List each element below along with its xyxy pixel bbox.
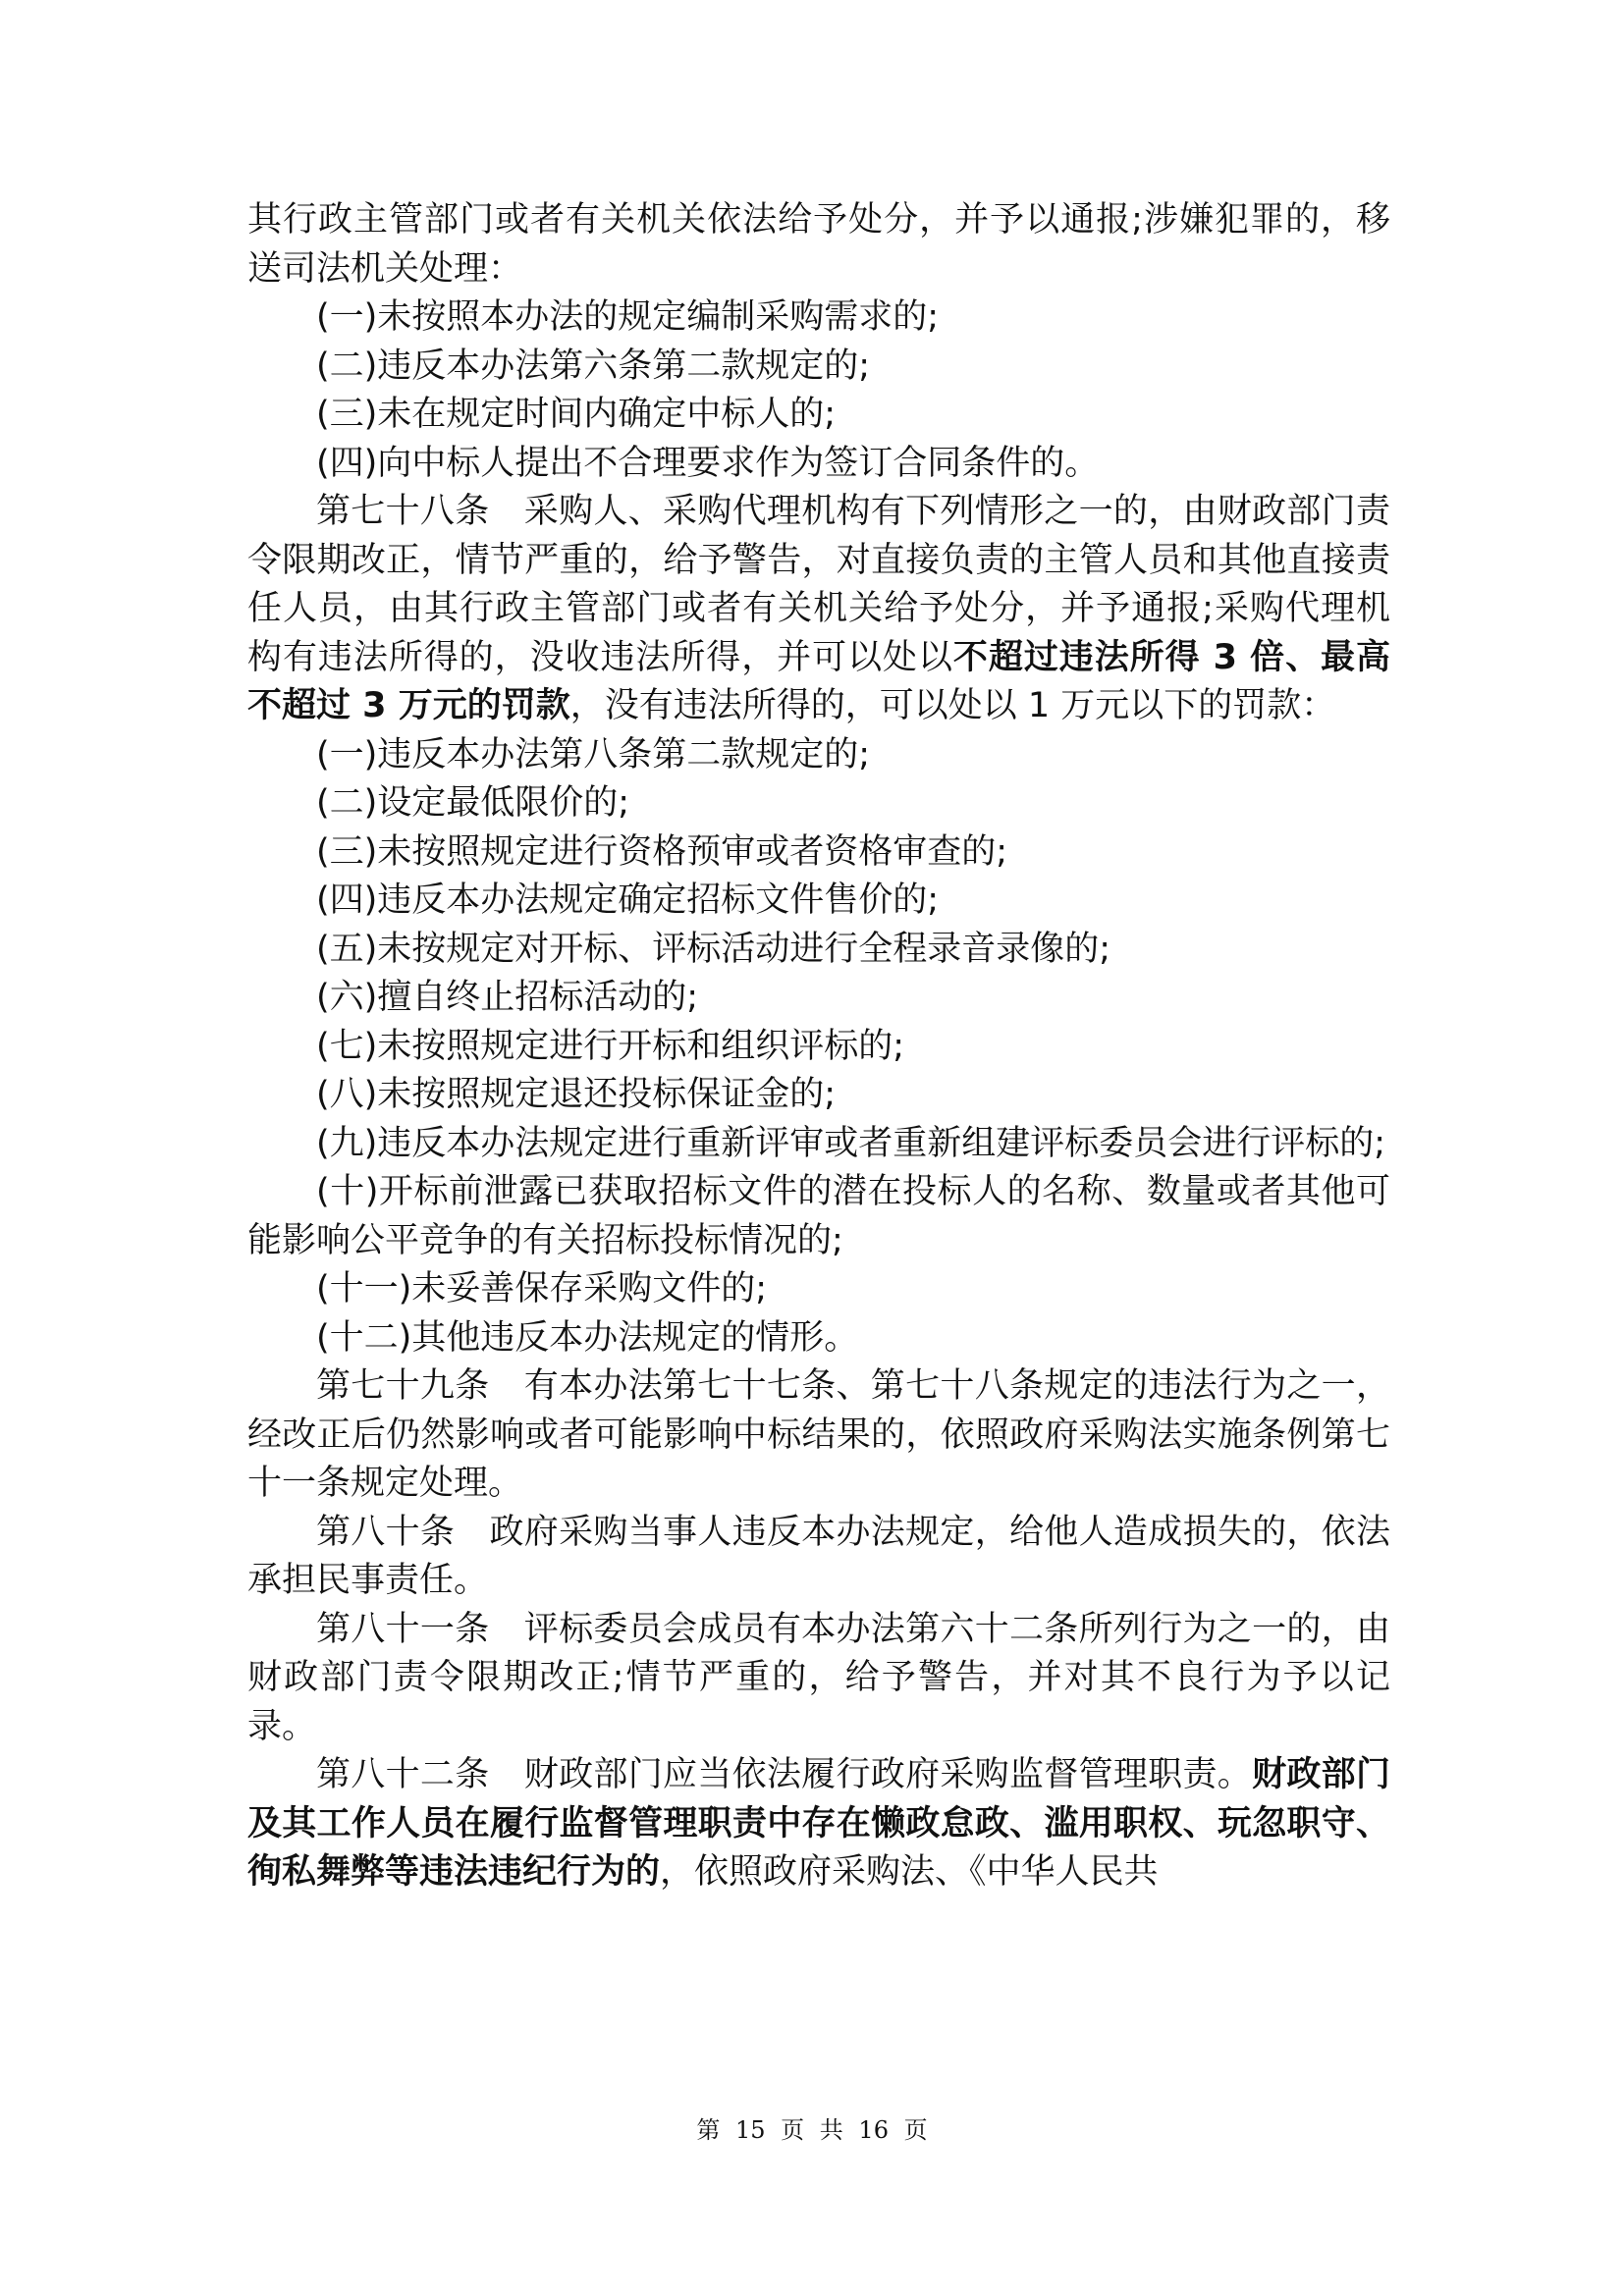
paragraph — [247, 1023, 1390, 1072]
text-run: ，依照政府采购法、《中华人民共 — [660, 1852, 1159, 1892]
text-run: (七)未按照规定进行开标和组织评标的; — [316, 1026, 905, 1066]
text-run: (六)擅自终止招标活动的; — [316, 978, 699, 1017]
text-run: 第八十一条 评标委员会成员有本办法第六十二条所列行为之一的，由财政部门责令限期改正;情节严重的，给予警告，并对其不良行为予以记录。 — [247, 1609, 1390, 1746]
text-run: (十二)其他违反本办法规定的情形。 — [316, 1317, 859, 1358]
paragraph — [247, 1751, 1390, 1897]
paragraph — [247, 1509, 1390, 1606]
text-run: 第七十八条 采购人、采购代理机构有下列情形之一的，由财政部门责令限期改正，情节严重的，给予警告，对直接负责的主管人员和其他直接责任人员，由其行政主管部门或者有关机关给予处分，并予通报;采购代理机构有违法所得的，没收违法所得，并可以处以 — [247, 492, 1390, 677]
paragraph — [247, 1265, 1390, 1314]
text-run: (二)违反本办法第六条第二款规定的; — [316, 346, 871, 386]
paragraph — [247, 1314, 1390, 1363]
paragraph — [247, 1071, 1390, 1120]
paragraph — [247, 196, 1390, 294]
text-run: (四)违反本办法规定确定招标文件售价的; — [316, 881, 940, 920]
text-run: (十一)未妥善保存采购文件的; — [316, 1269, 768, 1308]
paragraph — [247, 1362, 1390, 1509]
text-run: (九)违反本办法规定进行重新评审或者重新组建评标委员会进行评标的; — [316, 1123, 1386, 1163]
paragraph — [247, 1606, 1390, 1752]
text-run: (十)开标前泄露已获取招标文件的潜在投标人的名称、数量或者其他可能影响公平竞争的有关招标投标情况的; — [247, 1172, 1390, 1260]
paragraph — [247, 391, 1390, 440]
paragraph — [247, 828, 1390, 878]
text-run: (五)未按规定对开标、评标活动进行全程录音录像的; — [316, 929, 1111, 969]
paragraph — [247, 926, 1390, 975]
paragraph — [247, 294, 1390, 343]
text-run: 第七十九条 有本办法第七十七条、第七十八条规定的违法行为之一，经改正后仍然影响或者可能影响中标结果的，依照政府采购法实施条例第七十一条规定处理。 — [247, 1366, 1390, 1503]
paragraph — [247, 731, 1390, 780]
text-run: (一)未按照本办法的规定编制采购需求的; — [316, 297, 940, 337]
paragraph — [247, 974, 1390, 1023]
text-run: 其行政主管部门或者有关机关依法给予处分，并予以通报;涉嫌犯罪的，移送司法机关处理： — [247, 200, 1390, 289]
paragraph — [247, 488, 1390, 731]
text-run: (二)设定最低限价的; — [316, 783, 630, 823]
bold-text-run: 财政部门及其工作人员在履行监督管理职责中存在懒政怠政、滥用职权、玩忽职守、徇私舞弊等违法违纪行为的 — [247, 1755, 1390, 1892]
page-number-footer: 第 15 页 共 16 页 — [696, 2116, 928, 2144]
text-run: (三)未按照规定进行资格预审或者资格审查的; — [316, 831, 1008, 872]
text-run: (一)违反本办法第八条第二款规定的; — [316, 734, 871, 774]
text-run: 第八十条 政府采购当事人违反本办法规定，给他人造成损失的，依法承担民事责任。 — [247, 1512, 1390, 1600]
text-run: 第八十二条 财政部门应当依法履行政府采购监督管理职责。 — [316, 1755, 1253, 1794]
paragraph — [247, 877, 1390, 926]
paragraph — [247, 1168, 1390, 1265]
document-body — [247, 196, 1390, 1897]
text-run: (四)向中标人提出不合理要求作为签订合同条件的。 — [316, 443, 1100, 483]
text-run: (三)未在规定时间内确定中标人的; — [316, 395, 837, 434]
bold-text-run: 不超过违法所得 3 倍、最高不超过 3 万元的罚款 — [247, 637, 1390, 725]
paragraph — [247, 343, 1390, 392]
text-run: ，没有违法所得的，可以处以 1 万元以下的罚款： — [569, 686, 1336, 725]
text-run: (八)未按照规定退还投标保证金的; — [316, 1075, 837, 1114]
paragraph — [247, 1120, 1390, 1169]
paragraph — [247, 779, 1390, 828]
paragraph — [247, 440, 1390, 489]
